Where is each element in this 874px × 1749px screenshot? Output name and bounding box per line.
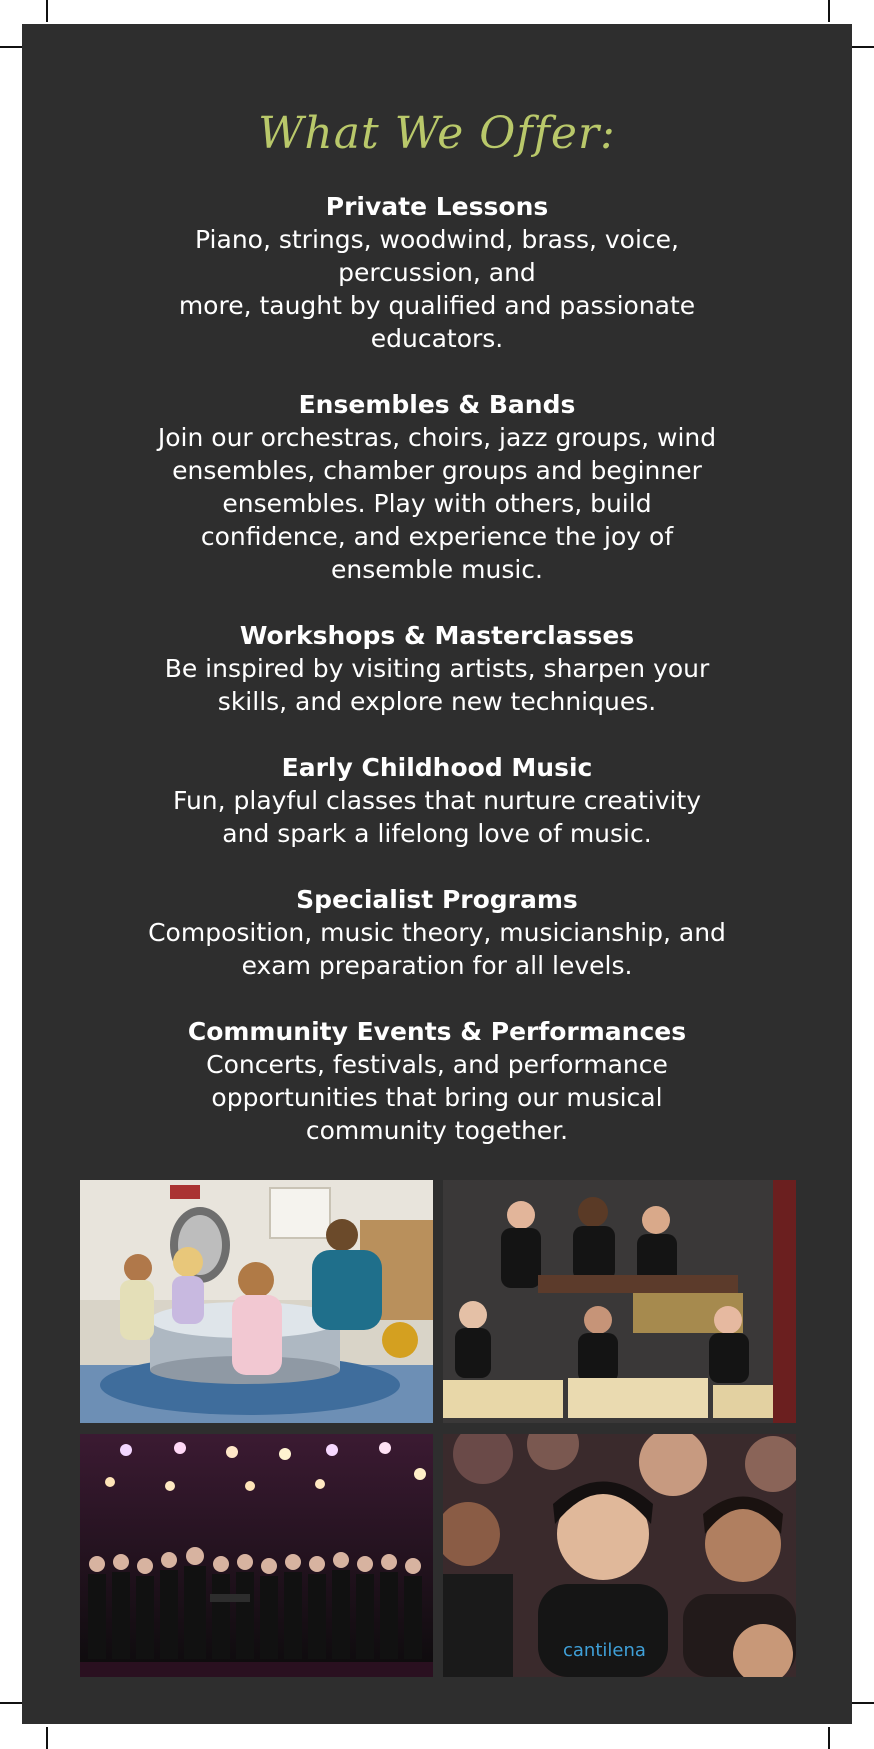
offer-title: Community Events & Performances [187, 1017, 687, 1046]
offer-line: Join our orchestras, choirs, jazz groups, wind [157, 423, 717, 452]
offer-ensembles [102, 388, 772, 586]
offer-line: more, taught by qualified and passionate [178, 291, 696, 320]
offer-private-lessons [102, 190, 772, 355]
offer-line: Concerts, festivals, and performance [206, 1050, 668, 1079]
section-heading: What We Offer: [258, 108, 616, 159]
photo-early-childhood [80, 1180, 433, 1423]
crop-mark [852, 1702, 874, 1704]
crop-mark [828, 1727, 830, 1749]
offer-line: community together. [305, 1116, 569, 1145]
crop-mark [46, 0, 48, 22]
photo-smiling-students [443, 1434, 796, 1677]
offer-line: percussion, and [338, 258, 536, 287]
crop-mark [0, 46, 22, 48]
offer-line: Piano, strings, woodwind, brass, voice, [195, 225, 679, 254]
offer-line: exam preparation for all levels. [241, 951, 633, 980]
offer-line: Composition, music theory, musicianship, and [148, 918, 726, 947]
offer-line: opportunities that bring our musical [211, 1083, 663, 1112]
offer-line: ensemble music. [331, 555, 543, 584]
offer-title: Early Childhood Music [281, 753, 593, 782]
offer-line: and spark a lifelong love of music. [222, 819, 652, 848]
offer-panel [22, 24, 852, 1724]
offer-workshops [102, 619, 772, 718]
offer-line: Fun, playful classes that nurture creativity [172, 786, 702, 815]
offer-community [102, 1015, 772, 1147]
offer-line: confidence, and experience the joy of [200, 522, 674, 551]
offer-line: ensembles. Play with others, build [222, 489, 652, 518]
photo-grid [80, 1180, 796, 1678]
offer-title: Ensembles & Bands [298, 390, 576, 419]
offer-list [102, 190, 772, 1180]
crop-mark [828, 0, 830, 22]
shirt-text: cantilena [563, 1640, 646, 1661]
offer-specialist [102, 883, 772, 982]
offer-line: educators. [370, 324, 504, 353]
photo-choir-stage [80, 1434, 433, 1677]
crop-mark [852, 46, 874, 48]
offer-line: ensembles, chamber groups and beginner [172, 456, 702, 485]
offer-title: Specialist Programs [296, 885, 578, 914]
offer-title: Workshops & Masterclasses [239, 621, 635, 650]
photo-percussion-ensemble [443, 1180, 796, 1423]
offer-early-childhood [102, 751, 772, 850]
offer-title: Private Lessons [325, 192, 549, 221]
crop-mark [0, 1702, 22, 1704]
crop-mark [46, 1727, 48, 1749]
offer-line: Be inspired by visiting artists, sharpen your [164, 654, 710, 683]
offer-line: skills, and explore new techniques. [217, 687, 657, 716]
